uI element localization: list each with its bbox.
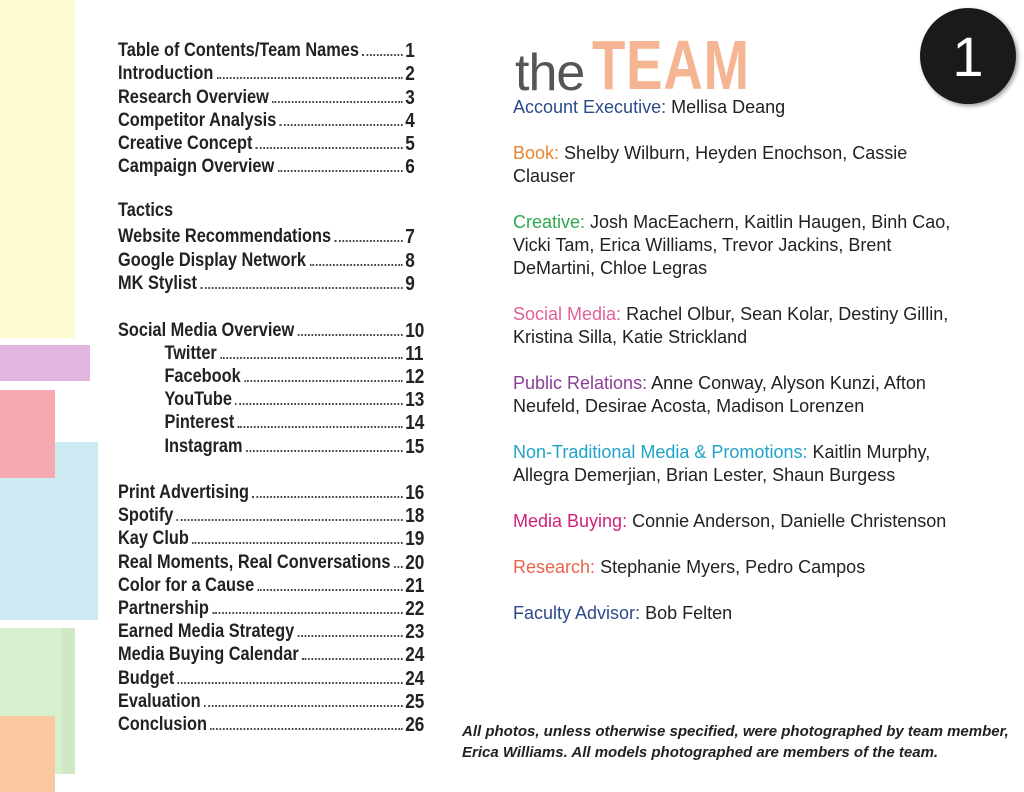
toc-page-number: 4: [405, 110, 415, 132]
toc-page-number: 9: [405, 273, 415, 295]
toc-item-label: Website Recommendations: [118, 226, 332, 247]
toc-leader-dots: [238, 426, 403, 428]
toc-page-number: 19: [405, 528, 425, 550]
toc-page-number: 6: [405, 156, 415, 178]
toc-item[interactable]: [118, 154, 428, 177]
toc-item[interactable]: [118, 550, 428, 573]
toc-page-number: 7: [405, 226, 415, 248]
team-role: Research:: [513, 557, 596, 577]
toc-item[interactable]: [118, 666, 428, 689]
team-role: Creative:: [513, 212, 586, 232]
toc-page-number: 11: [405, 343, 424, 365]
team-role: Account Executive:: [513, 97, 667, 117]
toc-item[interactable]: [118, 480, 428, 503]
team-role: Faculty Advisor:: [513, 603, 641, 623]
toc-item[interactable]: [118, 318, 428, 341]
team-names: Kaitlin Murphy, Allegra Demerjian, Brian Lester, Shaun Burgess: [513, 442, 931, 485]
photo-credit-footnote: All photos, unless otherwise specified, were photographed by team member, Erica Williams. All models photographed are members of the team.: [462, 723, 1009, 761]
toc-item[interactable]: [118, 38, 428, 61]
team-entry-public-relations: [513, 372, 963, 418]
toc-item-label: Competitor Analysis: [118, 110, 277, 131]
toc-leader-dots: [220, 357, 402, 359]
toc-item[interactable]: [118, 642, 428, 665]
toc-leader-dots: [210, 728, 402, 730]
toc-item-label: Table of Contents/Team Names: [118, 40, 359, 61]
team-entry-social-media: [513, 303, 963, 349]
toc-item-label: Color for a Cause: [118, 575, 255, 596]
team-names: Rachel Olbur, Sean Kolar, Destiny Gillin, Kristina Silla, Katie Strickland: [513, 304, 949, 347]
toc-item-label: Facebook: [164, 366, 241, 387]
toc-item-label: Spotify: [118, 505, 174, 526]
toc-leader-dots: [177, 519, 403, 521]
team-names: Anne Conway, Alyson Kunzi, Afton Neufeld, Desirae Acosta, Madison Lorenzen: [513, 373, 926, 416]
toc-subitem[interactable]: [118, 387, 428, 410]
toc-page-number: 5: [405, 133, 415, 155]
toc-leader-dots: [278, 170, 403, 172]
toc-item[interactable]: [118, 712, 428, 735]
toc-item[interactable]: [118, 224, 428, 247]
toc-item-label: Twitter: [164, 343, 217, 364]
toc-page-number: 26: [405, 714, 425, 736]
toc-subitem[interactable]: [118, 434, 428, 457]
team-entry-account-executive: [513, 96, 963, 119]
toc-leader-dots: [362, 54, 402, 56]
toc-item-label: Instagram: [164, 436, 243, 457]
team-names: Connie Anderson, Danielle Christenson: [632, 511, 947, 531]
toc-item[interactable]: [118, 248, 428, 271]
toc-leader-dots: [258, 589, 403, 591]
toc-item-label: Partnership: [118, 598, 209, 619]
team-role: Non-Traditional Media & Promotions:: [513, 442, 808, 462]
deco-purple-block: [0, 345, 90, 381]
team-role: Media Buying:: [513, 511, 628, 531]
toc-item[interactable]: [118, 271, 428, 294]
toc-page-number: 21: [405, 575, 425, 597]
toc-page-number: 1: [405, 40, 415, 62]
toc-subitem[interactable]: [118, 364, 428, 387]
title-the: the: [515, 44, 585, 102]
team-entry-creative: [513, 211, 963, 280]
team-names: Bob Felten: [645, 603, 733, 623]
toc-page-number: 8: [405, 250, 415, 272]
toc-item-label: Real Moments, Real Conversations: [118, 552, 391, 573]
deco-pink-block-overlay: [0, 390, 55, 478]
toc-page-number: 16: [405, 482, 425, 504]
deco-green-block-right: [62, 628, 75, 774]
toc-leader-dots: [178, 682, 403, 684]
toc-item-label: Budget: [118, 668, 175, 689]
toc-item-label: Social Media Overview: [118, 320, 295, 341]
toc-item[interactable]: [118, 131, 428, 154]
toc-item[interactable]: [118, 85, 428, 108]
toc-page-number: 3: [405, 87, 415, 109]
toc-page-number: 12: [405, 366, 425, 388]
team-entry-book: [513, 142, 963, 188]
toc-leader-dots: [204, 705, 403, 707]
team-entry-non-traditional-media: [513, 441, 963, 487]
toc-page-number: 24: [405, 644, 425, 666]
team-role: Book:: [513, 143, 560, 163]
toc-leader-dots: [256, 147, 403, 149]
page-number-badge: 1: [920, 8, 1016, 104]
team-names: Josh MacEachern, Kaitlin Haugen, Binh Cao, Vicki Tam, Erica Williams, Trevor Jackins, Brent DeMartini, Chloe Legras: [513, 212, 951, 278]
toc-leader-dots: [212, 612, 402, 614]
toc-item-label: Print Advertising: [118, 482, 250, 503]
toc-page-number: 24: [405, 668, 425, 690]
toc-leader-dots: [298, 334, 403, 336]
toc-page-number: 20: [405, 552, 425, 574]
toc-item-label: Creative Concept: [118, 133, 253, 154]
toc-leader-dots: [192, 542, 402, 544]
team-names: Mellisa Deang: [671, 97, 786, 117]
toc-item-label: Media Buying Calendar: [118, 644, 299, 665]
toc-item-label: YouTube: [164, 389, 232, 410]
toc-subitem[interactable]: [118, 410, 428, 433]
toc-item[interactable]: [118, 61, 428, 84]
toc-item[interactable]: [118, 573, 428, 596]
team-entry-media-buying: [513, 510, 963, 533]
toc-item[interactable]: [118, 108, 428, 131]
toc-subitem[interactable]: [118, 341, 428, 364]
toc-item-label: Campaign Overview: [118, 156, 275, 177]
toc-page-number: 18: [405, 505, 425, 527]
toc-item-label: Research Overview: [118, 87, 269, 108]
toc-page-number: 2: [405, 63, 415, 85]
team-role: Social Media:: [513, 304, 622, 324]
toc-leader-dots: [217, 77, 403, 79]
toc-leader-dots: [335, 240, 403, 242]
team-names: Shelby Wilburn, Heyden Enochson, Cassie Clauser: [513, 143, 908, 186]
toc-item-label: Pinterest: [164, 412, 235, 433]
toc-leader-dots: [272, 101, 402, 103]
toc-leader-dots: [200, 287, 402, 289]
page-title: [515, 20, 795, 104]
toc-leader-dots: [309, 264, 402, 266]
toc-section-heading-tactics: Tactics: [118, 200, 174, 221]
toc-item-label: Introduction: [118, 63, 214, 84]
toc-item[interactable]: [118, 503, 428, 526]
toc-page-number: 15: [405, 436, 425, 458]
toc-page-number: 25: [405, 691, 425, 713]
toc-item[interactable]: [118, 526, 428, 549]
team-list: [513, 96, 963, 648]
toc-item[interactable]: [118, 619, 428, 642]
toc-item-label: Google Display Network: [118, 250, 306, 271]
toc-item[interactable]: [118, 689, 428, 712]
title-team: TEAM: [592, 26, 751, 104]
toc-leader-dots: [298, 635, 403, 637]
toc-item-label: Kay Club: [118, 528, 189, 549]
toc-page-number: 13: [405, 389, 425, 411]
team-entry-faculty-advisor: [513, 602, 963, 625]
team-entry-research: [513, 556, 963, 579]
toc-page-number: 22: [405, 598, 425, 620]
toc-leader-dots: [244, 380, 402, 382]
deco-orange-block: [0, 716, 55, 792]
team-role: Public Relations:: [513, 373, 648, 393]
toc-leader-dots: [394, 566, 403, 568]
toc-item-label: MK Stylist: [118, 273, 197, 294]
toc-page-number: 10: [405, 320, 425, 342]
toc-page-number: 23: [405, 621, 425, 643]
team-names: Stephanie Myers, Pedro Campos: [600, 557, 866, 577]
toc-leader-dots: [302, 658, 403, 660]
toc-item-label: Earned Media Strategy: [118, 621, 295, 642]
deco-yellow-block: [0, 0, 75, 338]
toc-item-label: Evaluation: [118, 691, 201, 712]
toc-item[interactable]: [118, 596, 428, 619]
toc-leader-dots: [246, 450, 403, 452]
toc-leader-dots: [252, 496, 402, 498]
toc-leader-dots: [280, 124, 403, 126]
toc-item-label: Conclusion: [118, 714, 207, 735]
toc-page-number: 14: [405, 412, 425, 434]
toc-leader-dots: [235, 403, 402, 405]
